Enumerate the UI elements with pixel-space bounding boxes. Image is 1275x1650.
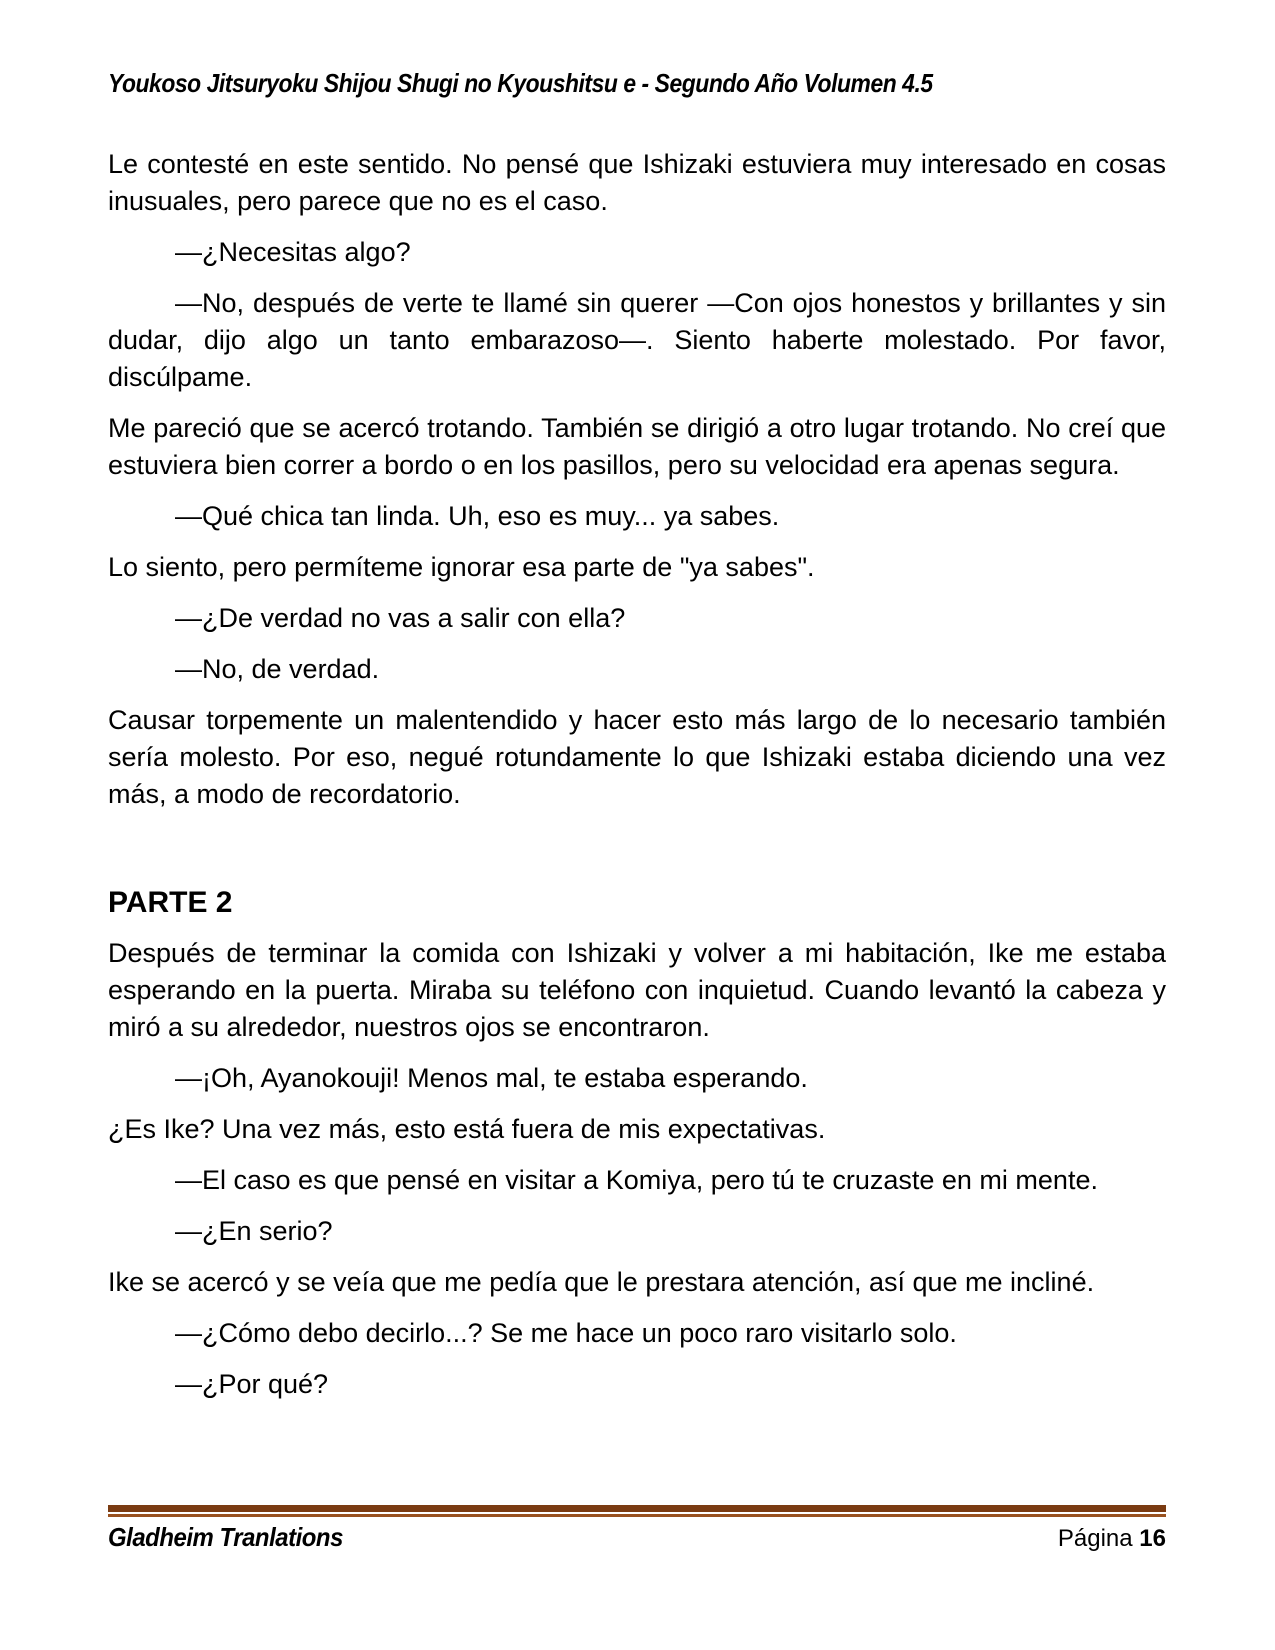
dialogue-line: —¡Oh, Ayanokouji! Menos mal, te estaba esperando.: [175, 1063, 808, 1093]
footer-rule-thin-line: [108, 1514, 1166, 1517]
footer-rule-thick-line: [108, 1505, 1166, 1512]
header-title: Youkoso Jitsuryoku Shijou Shugi no Kyoushitsu e - Segundo Año Volumen 4.5: [108, 68, 933, 98]
page-header: [108, 68, 1166, 99]
footer-page-indicator: [1058, 1525, 1166, 1553]
dialogue-line: —¿En serio?: [175, 1216, 333, 1246]
paragraph: ¿Es Ike? Una vez más, esto está fuera de mis expectativas.: [108, 1114, 826, 1144]
dialogue-line: —El caso es que pensé en visitar a Komiya, pero tú te cruzaste en mi mente.: [175, 1165, 1098, 1195]
paragraph: Después de terminar la comida con Ishizaki y volver a mi habitación, Ike me estaba esperando en la puerta. Miraba su teléfono con inquietud. Cuando levantó la cabeza y miró a su alrededor, nuestros ojos se encontraron.: [108, 938, 1166, 1042]
dialogue-line: —¿Necesitas algo?: [175, 237, 411, 267]
document-body: [108, 146, 1166, 1417]
footer-page-label: Página: [1057, 1525, 1133, 1552]
footer-rule: [108, 1505, 1166, 1517]
dialogue-line: —Qué chica tan linda. Uh, eso es muy... ya sabes.: [175, 501, 780, 531]
dialogue-line: —No, de verdad.: [175, 654, 380, 684]
paragraph: Causar torpemente un malentendido y hacer esto más largo de lo necesario también sería molesto. Por eso, negué rotundamente lo que Ishizaki estaba diciendo una vez más, a modo de recordatorio.: [108, 705, 1166, 809]
paragraph: Le contesté en este sentido. No pensé que Ishizaki estuviera muy interesado en cosas inusuales, pero parece que no es el caso.: [108, 149, 1166, 216]
dialogue-line: —No, después de verte te llamé sin querer —Con ojos honestos y brillantes y sin dudar, dijo algo un tanto embarazoso—. Siento haberte molestado. Por favor, discúlpame.: [108, 288, 1166, 392]
page-number: 16: [1139, 1525, 1166, 1552]
dialogue-line: —¿De verdad no vas a salir con ella?: [175, 603, 626, 633]
dialogue-line: —¿Cómo debo decirlo...? Se me hace un poco raro visitarlo solo.: [175, 1318, 957, 1348]
paragraph: Me pareció que se acercó trotando. También se dirigió a otro lugar trotando. No creí que estuviera bien correr a bordo o en los pasillos, pero su velocidad era apenas segura.: [108, 413, 1166, 480]
page-footer: [108, 1522, 1166, 1553]
paragraph: Ike se acercó y se veía que me pedía que le prestara atención, así que me incliné.: [108, 1267, 1095, 1297]
paragraph: Lo siento, pero permíteme ignorar esa parte de "ya sabes".: [108, 552, 815, 582]
footer-translator: Gladheim Tranlations: [108, 1522, 343, 1552]
section-heading: PARTE 2: [108, 886, 233, 919]
dialogue-line: —¿Por qué?: [175, 1369, 329, 1399]
